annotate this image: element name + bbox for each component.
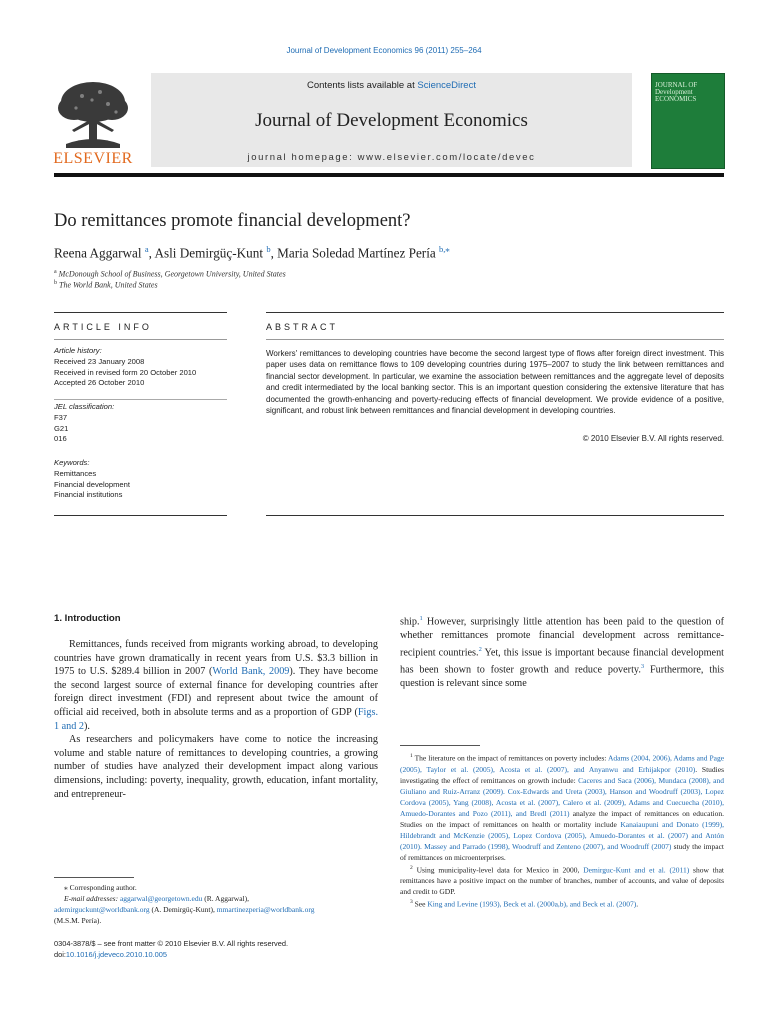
- footnote-number: 3: [410, 899, 413, 905]
- article-info-heading: ARTICLE INFO: [54, 322, 152, 332]
- email-addresses: [54, 893, 378, 904]
- history-received: Received 23 January 2008: [54, 356, 145, 366]
- email-link[interactable]: aggarwal@georgetown.edu: [119, 894, 203, 903]
- email-label: E-mail addresses:: [64, 894, 119, 903]
- text-run: show that remittances have a positive impact on the number of branches, number of accounts, and value of deposits and credit to GDP.: [400, 865, 724, 896]
- footnotes-left: [54, 882, 378, 926]
- email-link[interactable]: ademirguckunt@worldbank.org: [54, 905, 150, 914]
- text-run: See: [414, 899, 428, 909]
- text-run: ship.: [400, 616, 420, 628]
- text-run: analyze the impact of remittances on education. Studies on the impact of remittances on health or mortality include: [400, 808, 724, 829]
- history-revised: Received in revised form 20 October 2010: [54, 367, 197, 377]
- citation-link[interactable]: King and Levine (1993), Beck et al. (2000a,b), and Beck et al. (2007): [427, 899, 637, 909]
- jel-code: F37: [54, 412, 68, 422]
- intro-paragraph-1: [54, 638, 378, 733]
- footnote-ref[interactable]: 2: [478, 645, 482, 653]
- cover-line: Development: [655, 88, 693, 96]
- footnote-number: 1: [410, 753, 413, 759]
- affiliation-b: [54, 280, 158, 290]
- affiliation-text: McDonough School of Business, Georgetown University, United States: [58, 269, 286, 279]
- article-info-rule: [54, 339, 227, 340]
- paper-title: Do remittances promote financial development?: [54, 211, 411, 231]
- sciencedirect-link[interactable]: ScienceDirect: [417, 80, 476, 91]
- abstract-bottom-rule: [266, 515, 724, 516]
- text-run: .: [636, 899, 639, 909]
- history-label: Article history:: [54, 346, 102, 355]
- footnote-number: 2: [410, 864, 413, 871]
- author-affiliation-mark[interactable]: a: [144, 244, 149, 254]
- author-name: Maria Soledad Martínez Pería: [277, 245, 436, 261]
- abstract-body: Workers' remittances to developing countries have become the second largest type of flows after foreign direct investment. This paper uses data on remittance flows to 109 developing countries during 1975–2007 to study the link between remittances and financial sector development. In particular, we examine the association between remittances and the aggregate level of deposits and credit intermediated by the local banking sector. This is an important question considering the extensive literature that has documented the growth-enhancing and poverty-reducing effects of financial development. We provide evidence of a positive, significant, and robust link between remittances and financial development in developing countries.: [266, 349, 724, 416]
- text-run: The literature on the impact of remittances on poverty includes:: [414, 753, 608, 763]
- footnote-ref[interactable]: 1: [419, 615, 423, 622]
- abstract-top-rule: [266, 312, 724, 313]
- keyword: Financial institutions: [54, 490, 123, 500]
- footnote-3: [400, 897, 724, 910]
- text-run: ).: [84, 720, 90, 732]
- corresponding-author-note: ⁎ Corresponding author.: [64, 883, 137, 892]
- footnote-ref[interactable]: 3: [640, 662, 645, 670]
- affiliation-a: [54, 269, 286, 279]
- doi-link[interactable]: 10.1016/j.jdeveco.2010.10.005: [65, 950, 168, 960]
- doi-label: doi:: [54, 950, 66, 960]
- text-run: study the impact of remittances on microenterprises.: [400, 841, 724, 862]
- front-matter-meta: [54, 938, 394, 960]
- article-info-bottom-rule: [54, 515, 227, 516]
- citation-link[interactable]: Caceres and Saca (2006), Mundaca (2008), and Giuliano and Ruiz-Arranz (2009). Cox-Edwards and Ureta (2003), Hanson and Woodruff (2003), Lopez Cordova (2005), Yang (2008), Acosta et al. (2007), Calero et al. (2009), Adams and Cuecuecha (2010), Amuedo-Dorantes and Pozo (2011), and Bredl (2011): [400, 775, 724, 818]
- intro-left-column: [54, 638, 378, 801]
- text-run: Yet, this issue is important because financial development has been shown to foster growth and reduce poverty.: [400, 646, 724, 675]
- email-link[interactable]: mmartinezperia@worldbank.org: [216, 905, 315, 914]
- figure-link[interactable]: Figs. 1 and 2: [54, 706, 378, 732]
- issn-line: 0304-3878/$ – see front matter © 2010 Elsevier B.V. All rights reserved.: [54, 939, 288, 948]
- keyword: Remittances: [54, 468, 97, 478]
- citation-link[interactable]: Demirguc-Kunt and et al. (2011): [583, 865, 690, 874]
- author-affiliation-mark[interactable]: b,⁎: [439, 244, 450, 254]
- text-run: Remittances, funds received from migrants working abroad, to developing countries have grown dramatically in recent years from U.S. $3.3 billion in 1975 to U.S. $289.4 billion in 2007 (: [54, 639, 378, 678]
- citation-link[interactable]: Kanaiaupuni and Donato (1999), Hildebrandt and McKenzie (2005), Lopez Cordova (2005), Amuedo-Dorantes et al. (2007) and Antón (2010). Massey and Parrado (1998), Woodruff and Zenteno (2007), and Woodruff (2007): [400, 819, 724, 851]
- elsevier-wordmark: ELSEVIER: [53, 150, 133, 167]
- footnote-rule-left: [54, 877, 134, 878]
- abstract-heading: ABSTRACT: [266, 322, 339, 332]
- text-run: ). They have become the second largest source of external finance for developing countries after foreign direct investment (FDI) and represent about twice the amount of official aid received, both in absolute terms and as a proportion of GDP (: [54, 666, 378, 718]
- intro-paragraph-2: As researchers and policymakers have come to notice the increasing volume and stable nature of remittances to developing countries, a growing number of studies have analyzed their development impact along various dimensions, including: poverty, inequality, growth, education, infant mortality, and entrepreneur-: [54, 734, 378, 800]
- jel-code: 016: [54, 434, 67, 444]
- affiliation-mark: a: [54, 269, 57, 275]
- jel-classification: [54, 402, 227, 445]
- intro-right-column: [400, 612, 724, 690]
- journal-reference-link[interactable]: Journal of Development Economics 96 (2011) 255–264: [286, 46, 482, 55]
- journal-cover-title: [655, 82, 717, 103]
- affiliation-mark: b: [54, 280, 57, 286]
- text-run: Furthermore, this question is relevant since some: [400, 663, 724, 689]
- abstract-copyright: © 2010 Elsevier B.V. All rights reserved.: [582, 434, 724, 443]
- info-divider: [54, 399, 227, 400]
- jel-label: JEL classification:: [54, 402, 115, 411]
- keywords: [54, 458, 227, 501]
- journal-homepage-line: [151, 152, 632, 163]
- text-run: (A. Demirgüç-Kunt),: [149, 905, 217, 914]
- article-info-top-rule: [54, 312, 227, 313]
- footnote-2: [400, 863, 724, 898]
- homepage-label: journal homepage:: [247, 152, 358, 163]
- email-addresses-cont: [54, 904, 378, 915]
- article-history: [54, 346, 227, 389]
- keywords-label: Keywords:: [54, 458, 90, 467]
- text-run: (R. Aggarwal),: [202, 894, 249, 903]
- citation-link[interactable]: Adams (2004, 2006), Adams and Page (2005), Taylor et al. (2005), Acosta et al. (2007), and Anyanwu and Erhijakpor (2010): [400, 753, 725, 774]
- history-accepted: Accepted 26 October 2010: [54, 378, 145, 388]
- footnote-1: [400, 751, 724, 863]
- intro-paragraph-3: [400, 612, 724, 690]
- text-run: However, surprisingly little attention has been paid to the question of whether remittances promote financial development across remittance-recipient countries.: [400, 616, 724, 658]
- cover-line: ECONOMICS: [655, 95, 697, 103]
- affiliation-text: The World Bank, United States: [59, 280, 158, 290]
- text-run: Corresponding author.: [69, 883, 137, 892]
- header-divider: [54, 173, 724, 177]
- journal-title: Journal of Development Economics: [255, 110, 528, 131]
- cover-line: JOURNAL OF: [655, 81, 698, 89]
- footnote-rule: [400, 745, 480, 746]
- author-name: Asli Demirgüç-Kunt: [154, 245, 264, 261]
- author-affiliation-mark[interactable]: b: [266, 244, 271, 254]
- jel-code: G21: [54, 423, 69, 433]
- footnotes-right: [400, 751, 724, 910]
- text-run: . Studies investigating the effect of remittances on growth include:: [400, 764, 724, 785]
- keyword: Financial development: [54, 479, 130, 489]
- section-heading-introduction: 1. Introduction: [54, 613, 121, 624]
- author-list: Reena Aggarwal $^a$, Asli Demirgüç-Kunt $^b$, Maria Soledad Martínez Pería $^{b,⁎}$: [54, 244, 450, 261]
- text-run: Using municipality-level data for Mexico in 2000,: [416, 865, 584, 874]
- author-name: Reena Aggarwal: [54, 245, 142, 261]
- doi-line: [54, 949, 394, 960]
- contents-available-line: [151, 80, 632, 91]
- citation-link[interactable]: World Bank, 2009: [212, 666, 290, 678]
- abstract-rule: [266, 339, 724, 340]
- homepage-url[interactable]: www.elsevier.com/locate/devec: [357, 152, 536, 163]
- contents-prefix: Contents lists available at: [307, 80, 418, 91]
- email-owner: (M.S.M. Pería).: [54, 916, 102, 925]
